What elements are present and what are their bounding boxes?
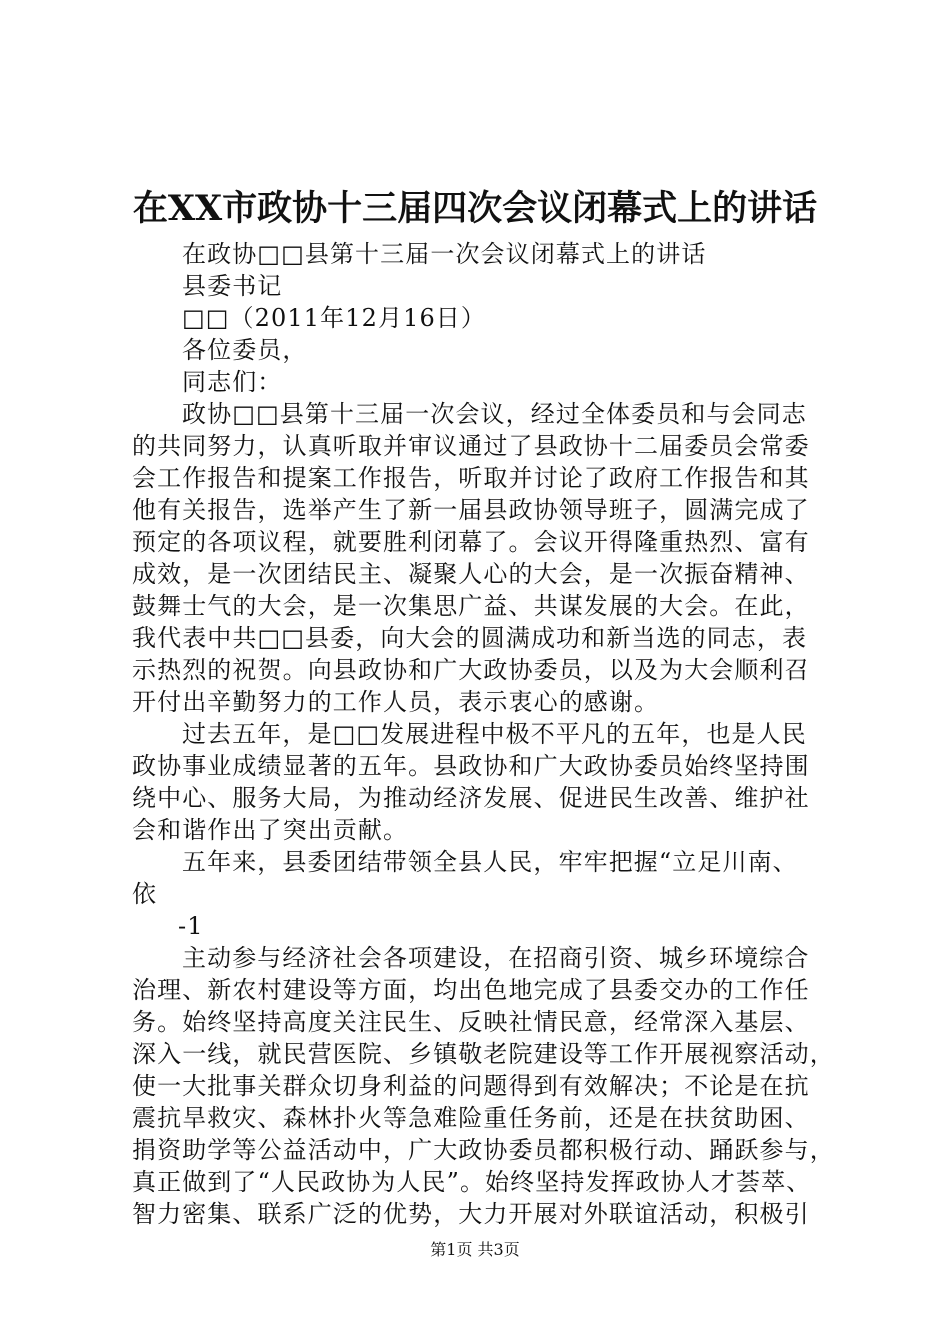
body-line: 开付出辛勤努力的工作人员，表示衷心的感谢。 — [132, 688, 660, 716]
inline-page-marker: -1 — [178, 912, 204, 940]
body-line: 主动参与经济社会各项建设，在招商引资、城乡环境综合 — [182, 944, 810, 972]
body-line: 深入一线，就民营医院、乡镇敬老院建设等工作开展视察活动， — [132, 1040, 835, 1068]
body-line: 智力密集、联系广泛的优势，大力开展对外联谊活动，积极引 — [132, 1200, 810, 1228]
speaker-position: 县委书记 — [182, 272, 283, 300]
body-line: 会工作报告和提案工作报告，听取并讨论了政府工作报告和其 — [132, 464, 810, 492]
page-footer: 第1页 共3页 — [430, 1240, 520, 1259]
speech-date: □□（2011年12月16日） — [182, 304, 487, 332]
document-title: 在XX市政协十三届四次会议闭幕式上的讲话 — [132, 188, 818, 229]
body-line: 治理、新农村建设等方面，均出色地完成了县委交办的工作任 — [132, 976, 810, 1004]
body-line: 鼓舞士气的大会，是一次集思广益、共谋发展的大会。在此， — [132, 592, 810, 620]
body-line: 务。始终坚持高度关注民生、反映社情民意，经常深入基层、 — [132, 1008, 810, 1036]
body-line: 的共同努力，认真听取并审议通过了县政协十二届委员会常委 — [132, 432, 810, 460]
body-line: 五年来，县委团结带领全县人民，牢牢把握“立足川南、 — [182, 848, 798, 876]
body-line: 使一大批事关群众切身利益的问题得到有效解决；不论是在抗 — [132, 1072, 810, 1100]
body-line: 震抗旱救灾、森林扑火等急难险重任务前，还是在扶贫助困、 — [132, 1104, 810, 1132]
body-line: 会和谐作出了突出贡献。 — [132, 816, 409, 844]
body-line: 政协事业成绩显著的五年。县政协和广大政协委员始终坚持围 — [132, 752, 810, 780]
body-line: 绕中心、服务大局，为推动经济发展、促进民生改善、维护社 — [132, 784, 810, 812]
body-line: 政协□□县第十三届一次会议，经过全体委员和与会同志 — [182, 400, 807, 428]
body-line: 他有关报告，选举产生了新一届县政协领导班子，圆满完成了 — [132, 496, 810, 524]
speech-subtitle: 在政协□□县第十三届一次会议闭幕式上的讲话 — [182, 240, 707, 268]
body-line: 过去五年，是□□发展进程中极不平凡的五年，也是人民 — [182, 720, 807, 748]
body-line: 真正做到了“人民政协为人民”。始终坚持发挥政协人才荟萃、 — [132, 1168, 812, 1196]
body-line: 捐资助学等公益活动中，广大政协委员都积极行动、踊跃参与， — [132, 1136, 835, 1164]
salutation-comrades: 同志们： — [182, 368, 283, 396]
body-line: 成效，是一次团结民主、凝聚人心的大会，是一次振奋精神、 — [132, 560, 810, 588]
body-line: 我代表中共□□县委，向大会的圆满成功和新当选的同志，表 — [132, 624, 808, 652]
body-line: 预定的各项议程，就要胜利闭幕了。会议开得隆重热烈、富有 — [132, 528, 810, 556]
body-line: 依 — [132, 880, 158, 908]
body-line: 示热烈的祝贺。向县政协和广大政协委员，以及为大会顺利召 — [132, 656, 810, 684]
salutation-members: 各位委员， — [182, 336, 308, 364]
